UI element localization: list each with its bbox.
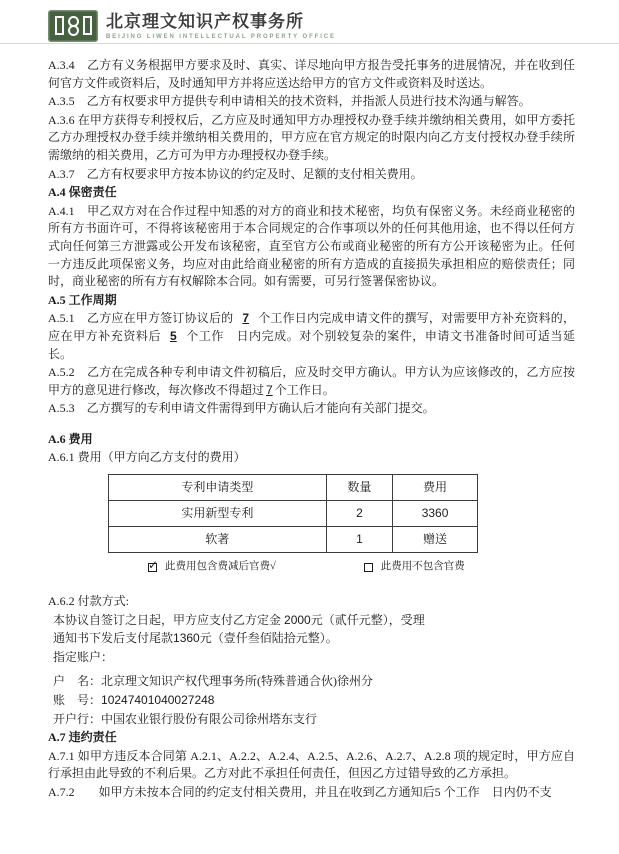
option-fee-included-label: 此费用包含费减后官费√ [165,561,276,573]
account-bank-label: 开户行： [53,711,102,726]
letterhead-titles [106,12,336,40]
fee-table-header-fee: 费用 [393,475,478,501]
spacer [48,419,575,431]
option-fee-excluded-label: 此费用不包含官费 [380,561,465,573]
clause-a6-2: A.6.2 付款方式: [48,594,130,609]
fee-cell-type: 软著 [109,527,327,553]
org-name-en: BEIJING LIWEN INTELLECTUAL PROPERTY OFFICE [106,33,336,40]
fee-cell-qty: 1 [326,527,392,553]
fee-cell-type: 实用新型专利 [109,501,327,527]
clause-a7-1: A.7.1 如甲方违反本合同第 A.2.1、A.2.2、A.2.4、A.2.5、A.2.6、A.2.7、A.2.8 项的规定时，甲方应自行承担由此导致的不利后果。乙方对此不承担任何责任，但因乙方过错导致的乙方承担。 [48,748,575,781]
account-number-value: 10247401040027248 [101,693,215,708]
section-heading-a4: A.4 保密责任 [48,185,117,200]
blank-workdays-5: 5 [170,328,177,343]
clause-a3-4: A.3.4 乙方有义务根据甲方要求及时、真实、详尽地向甲方报告受托事务的进展情况，并在收到任何官方文件或资料后，及时通知甲方并将应送达给甲方的官方文件或资料及时送达。 [48,58,575,90]
checkbox-fee-excluded-icon[interactable] [364,563,373,572]
fee-table-row-utility-model [109,501,478,527]
option-fee-included [148,557,276,574]
clause-a4-1: A.4.1 甲乙双方对在合作过程中知悉的对方的商业和技术秘密，均负有保密义务。未经商业秘密的所有方书面许可，不得将该秘密用于本合同规定的合作事项以外的任何其他用途，也不得以任何方式向任何第三方泄露或公开发布该秘密，直至官方公布或商业秘密的所有方公开该秘密为止。任何一方违反此项保密义务，均应对由此给商业秘密的所有方造成的直接损失承担相应的赔偿责任；同时，商业秘密的所有方有权解除本合同。如有需要，可另行签署保密协议。 [48,203,575,289]
account-bank-value: 中国农业银行股份有限公司徐州塔东支行 [101,711,318,726]
clause-a3-7: A.3.7 乙方有权要求甲方按本协议的约定及时、足额的支付相关费用。 [48,166,423,181]
spacer [48,574,575,593]
fee-table [108,474,478,553]
payment-line-1: 本协议自签订之日起，甲方应支付乙方定金 2000元（贰仟元整），受理 [53,612,425,627]
balance-amount: 1360 [173,631,200,646]
section-heading-a6: A.6 费用 [48,431,93,446]
account-name-value: 北京理文知识产权代理事务所(特殊普通合伙)徐州分 [101,674,374,689]
payment-line-2: 通知书下发后支付尾款1360元（壹仟叁佰陆拾元整）。 [53,631,338,646]
account-name-line [48,673,575,691]
account-bank-line [48,711,575,729]
checkbox-fee-included-checked-icon[interactable]: ✓ [148,557,159,572]
logo-right-glyph [83,16,92,35]
fee-table-header-type: 专利申请类型 [109,475,327,501]
fee-table-header-row [109,475,478,501]
blank-revision-days-7: 7 [266,382,273,397]
fee-cell-fee: 3360 [393,501,478,527]
fee-cell-fee: 赠送 [393,527,478,553]
clause-a3-6: A.3.6 在甲方获得专利授权后，乙方应及时通知甲方办理授权办登手续并缴纳相关费用，如甲方委托乙方办理授权办登手续并缴纳相关费用的，甲方应在官方规定的时限内向乙方支付授权办登手续所需缴纳的相关费用，乙方可为甲方办理授权办登手续。 [48,112,575,162]
clause-a6-1: A.6.1 费用（甲方向乙方支付的费用） [48,450,246,465]
section-heading-a7: A.7 违约责任 [48,730,117,745]
clause-a5-3: A.5.3 乙方撰写的专利申请文件需得到甲方确认后才能向有关部门提交。 [48,401,435,416]
letterhead [0,0,619,43]
fee-table-header-qty: 数量 [326,475,392,501]
account-number-line [48,692,575,710]
official-fee-options [148,557,575,574]
option-fee-excluded [364,560,465,574]
section-heading-a5: A.5 工作周期 [48,292,117,307]
fee-cell-qty: 2 [326,501,392,527]
fee-table-row-software-copyright [109,527,478,553]
clause-a3-5: A.3.5 乙方有权要求甲方提供专利申请相关的技术资料，并指派人员进行技术沟通与解答。 [48,94,531,109]
org-name-cn: 北京理文知识产权事务所 [106,11,304,31]
designated-account-heading: 指定账户： [53,649,114,664]
blank-workdays-7: 7 [242,311,250,326]
company-logo [48,10,98,42]
deposit-amount: 2000 [284,612,311,627]
logo-left-glyph [55,16,64,35]
clause-a5-1: A.5.1 乙方应在甲方签订协议后的 7 个工作日内完成申请文件的撰写，对需要甲方补充资料的，应在甲方补充资料后 5 个工作 日内完成。对个别较复杂的案件，申请文书准备时间可适当延长。 [48,311,575,361]
account-name-label: 户 名： [53,674,102,689]
clause-a7-2: A.7.2 如甲方未按本合同的约定支付相关费用，并且在收到乙方通知后5 个工作 日内仍不支 [48,785,552,799]
account-number-label: 账 号： [53,693,102,708]
clause-a5-2: A.5.2 乙方在完成各种专利申请文件初稿后，应及时交甲方确认。甲方认为应该修改的，乙方应按甲方的意见进行修改，每次修改不得超过 7 个工作日。 [48,365,575,397]
contract-body [0,44,619,802]
logo-eight-glyph [68,16,79,36]
